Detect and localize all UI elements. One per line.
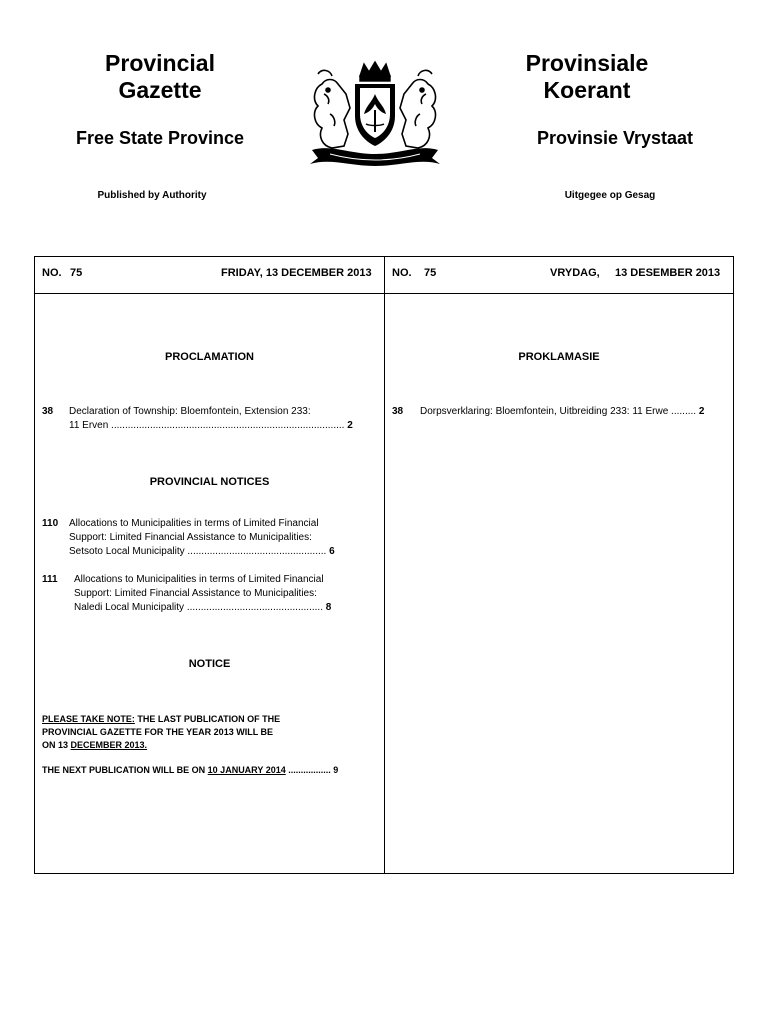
afrikaans-title-line2: Koerant [543, 77, 631, 103]
english-proclamation-heading: PROCLAMATION [164, 351, 254, 363]
entry-text [420, 405, 704, 419]
entry-number: 110 [42, 518, 59, 529]
english-number-value: 75 [70, 267, 83, 279]
english-notice-entry [42, 573, 377, 617]
crown-icon [360, 62, 390, 81]
afrikaans-proclamation-entry [392, 405, 730, 421]
entry-page: 6 [329, 546, 335, 557]
entry-page: 2 [698, 406, 705, 417]
english-issue-date: FRIDAY, 13 DECEMBER 2013 [221, 267, 372, 279]
last-publication-date: DECEMBER 2013. [70, 740, 148, 750]
afrikaans-number-label: NO. [392, 267, 412, 279]
entry-page: 2 [347, 420, 353, 431]
entry-line2: Support: Limited Financial Assistance to Municipalities: [74, 588, 317, 599]
afrikaans-province-name: Provinsie Vrystaat [536, 128, 694, 148]
entry-line2: 11 Erven .................................................................................... 2 [69, 420, 353, 431]
right-supporter-icon [400, 70, 435, 148]
entry-text [69, 405, 353, 433]
entry-number: 111 [42, 574, 58, 585]
entry-page: 8 [325, 602, 332, 613]
afrikaans-issue-day: VRYDAG, [550, 267, 600, 279]
english-notice-heading: NOTICE [188, 658, 231, 670]
entry-line1: Declaration of Township: Bloemfontein, Extension 233: [69, 406, 311, 417]
english-published-by: Published by Authority [97, 190, 207, 201]
shield-icon [355, 84, 395, 146]
afrikaans-proclamation-heading: PROKLAMASIE [518, 351, 600, 363]
next-publication-line: THE NEXT PUBLICATION WILL BE ON 10 JANUARY 2014 ................. 9 [42, 765, 339, 775]
entry-text [69, 517, 335, 559]
header-divider [35, 293, 733, 294]
afrikaans-published-by: Uitgegee op Gesag [564, 190, 656, 201]
notice-line2: PROVINCIAL GAZETTE FOR THE YEAR 2013 WILL BE [42, 727, 274, 737]
entry-line2: Support: Limited Financial Assistance to Municipalities: [69, 532, 312, 543]
please-take-note-label: PLEASE TAKE NOTE: [42, 714, 135, 724]
left-supporter-icon [315, 70, 350, 148]
english-number-label: NO. [42, 267, 62, 279]
entry-text [74, 573, 331, 615]
motto-scroll-icon [310, 148, 440, 166]
entry-number: 38 [42, 406, 54, 417]
english-title-line2: Gazette [118, 77, 202, 103]
afrikaans-gazette-title [467, 50, 707, 104]
afrikaans-number-value: 75 [424, 267, 437, 279]
contents-table [34, 256, 734, 874]
entry-line3: Setsoto Local Municipality .................................................. 6 [69, 546, 335, 557]
coat-of-arms-icon [300, 54, 450, 172]
entry-page: 9 [333, 765, 339, 775]
english-notice-entry [42, 517, 377, 561]
afrikaans-title-line1: Provinsiale [525, 50, 649, 76]
english-province-name: Free State Province [75, 128, 245, 148]
column-divider [384, 257, 385, 873]
entry-line3: Naledi Local Municipality ................................................. 8 [74, 602, 332, 613]
afrikaans-issue-date: 13 DESEMBER 2013 [615, 267, 721, 279]
english-title-line1: Provincial [105, 50, 215, 76]
next-publication-date: 10 JANUARY 2014 [207, 765, 286, 775]
publication-notice [42, 713, 280, 752]
english-gazette-title [40, 50, 280, 104]
entry-number: 38 [392, 406, 404, 417]
english-proclamation-entry [42, 405, 377, 435]
english-provincial-notices-heading: PROVINCIAL NOTICES [149, 476, 270, 488]
notice-line3: ON 13 DECEMBER 2013. [42, 740, 148, 750]
notice-line1: PLEASE TAKE NOTE: THE LAST PUBLICATION OF THE [42, 714, 281, 724]
entry-line1: Allocations to Municipalities in terms of Limited Financial [69, 518, 319, 529]
next-publication-notice [42, 764, 338, 777]
entry-line1: Dorpsverklaring: Bloemfontein, Uitbreiding 233: 11 Erwe ......... 2 [420, 406, 705, 417]
entry-line1: Allocations to Municipalities in terms of Limited Financial [74, 574, 324, 585]
